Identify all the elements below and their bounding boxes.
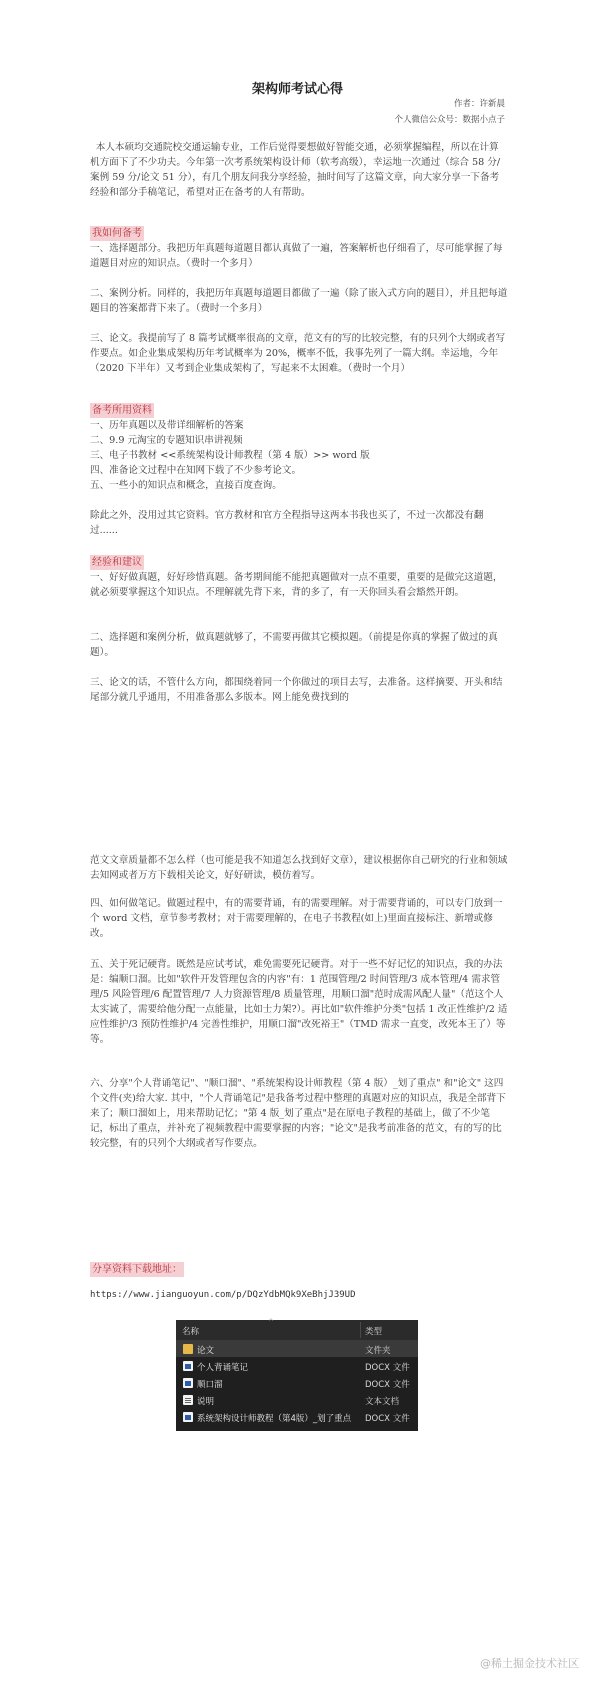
docx-file-icon <box>183 1412 193 1422</box>
file-row-notes[interactable] <box>176 1358 418 1374</box>
materials-item-5: 五、一些小的知识点和概念，直接百度查询。 <box>90 480 282 491</box>
explorer-header <box>176 1320 418 1341</box>
column-divider <box>360 1322 361 1338</box>
advice-item-4: 四、如何做笔记。做题过程中，有的需要背诵，有的需要理解。对于需要背诵的，可以专门放到一个 word 文档，章节参考教材；对于需要理解的，在电子书教程(如上)里面直接标注、新增或修改。 <box>90 898 503 939</box>
file-row-rhymes[interactable] <box>176 1375 418 1391</box>
file-type: DOCX 文件 <box>365 1414 410 1424</box>
docx-file-icon <box>183 1361 193 1371</box>
file-name: 顺口溜 <box>197 1380 223 1390</box>
intro-paragraph: 本人本硕均交通院校交通运输专业，工作后觉得要想做好智能交通，必须掌握编程，所以在计算机方面下了不少功夫。今年第一次考系统架构设计师（软考高级），幸运地一次通过（综合 58 分/案例 59 分/论文 51 分），有几个朋友问我分享经验，抽时间写了这篇文章，向大家分享一下备考经验和部分手稿笔记，希望对正在备考的人有帮助。 <box>90 142 501 198</box>
file-row-readme[interactable] <box>176 1392 418 1408</box>
file-name: 论文 <box>197 1346 215 1356</box>
materials-item-3: 三、电子书教材 <<系统架构设计师教程（第 4 版）>> word 版 <box>90 450 370 461</box>
prep-item-3: 三、论文。我提前写了 8 篇考试概率很高的文章，范文有的写的比较完整，有的只列个大纲或者写作要点。如企业集成架构历年考试概率为 20%，概率不低，我事先列了一篇大纲。幸运地，今年（2020 下半年）又考到企业集成架构了，写起来不太困难。（费时一个月） <box>90 333 506 374</box>
file-row-lunwen[interactable] <box>176 1341 418 1357</box>
section-heading-prep: 我如何备考 <box>92 228 142 239</box>
author-line: 作者：许新晨 <box>453 99 505 109</box>
prep-item-1: 一、选择题部分。我把历年真题每道题目都认真做了一遍，答案解析也仔细看了，尽可能掌握了每道题目对应的知识点。（费时一个多月） <box>90 243 503 269</box>
advice-item-1: 一、好好做真题，好好珍惜真题。备考期间能不能把真题做对一点不重要，重要的是做完这道题，就必须要掌握这个知识点。不理解就先背下来，背的多了，有一天你回头看会豁然开朗。 <box>90 572 503 598</box>
advice-item-3: 三、论文的话，不管什么方向，都围绕着同一个你做过的项目去写，去准备。这样摘要、开头和结尾部分就几乎通用，不用准备那么多版本。网上能免费找到的 <box>90 677 503 703</box>
file-name: 说明 <box>197 1397 215 1407</box>
download-url[interactable]: https://www.jianguoyun.com/p/DQzYdbMQk9XeBhjJ39UD <box>90 1290 356 1300</box>
materials-item-4: 四、准备论文过程中在知网下载了不少参考论文。 <box>90 465 302 476</box>
column-header-name[interactable]: 名称 <box>182 1327 200 1337</box>
watermark: @稀土掘金技术社区 <box>480 1657 579 1670</box>
column-header-type[interactable]: 类型 <box>365 1327 383 1337</box>
folder-icon <box>183 1344 193 1354</box>
advice-item-2: 二、选择题和案例分析，做真题就够了，不需要再做其它模拟题。（前提是你真的掌握了做过的真题）。 <box>90 632 498 658</box>
file-row-textbook[interactable] <box>176 1409 418 1425</box>
prep-item-2: 二、案例分析。同样的，我把历年真题每道题目都做了一遍（除了嵌入式方向的题目），并且把每道题目的答案都背下来了。（费时一个多月） <box>90 288 508 314</box>
section-heading-advice: 经验和建议 <box>92 557 142 568</box>
advice-item-3-continued: 范文文章质量都不怎么样（也可能是我不知道怎么找到好文章），建议根据你自己研究的行业和领域去知网或者万方下载相关论文，好好研读，模仿着写。 <box>90 855 508 881</box>
file-type: 文本文档 <box>365 1397 400 1407</box>
text-file-icon <box>183 1395 193 1405</box>
sort-indicator-icon: ^ <box>268 1318 274 1326</box>
file-name: 系统架构设计师教程（第4版）_划了重点 <box>197 1414 352 1424</box>
file-explorer <box>176 1320 418 1431</box>
wechat-line: 个人微信公众号：数据小点子 <box>394 115 505 125</box>
file-type: DOCX 文件 <box>365 1380 410 1390</box>
article-title: 架构师考试心得 <box>251 82 343 97</box>
section-heading-materials: 备考所用资料 <box>92 405 152 416</box>
section-heading-download: 分享资料下载地址： <box>92 1264 182 1275</box>
file-type: 文件夹 <box>365 1346 391 1356</box>
file-name: 个人背诵笔记 <box>197 1363 249 1373</box>
file-type: DOCX 文件 <box>365 1363 410 1373</box>
materials-note: 除此之外，没用过其它资料。官方教材和官方全程指导这两本书我也买了，不过一次都没有翻过...... <box>90 510 484 536</box>
docx-file-icon <box>183 1378 193 1388</box>
advice-item-5: 五、关于死记硬背。既然是应试考试，难免需要死记硬背。对于一些不好记忆的知识点，我的办法是：编顺口溜。比如"软件开发管理包含的内容"有：1 范围管理/2 时间管理/3 成本管理/4 需求管理/5 风险管理/6 配置管理/7 人力资源管理/8 质量管理，用顺口溜"范时成需风配人量"（范这个人太实诚了，需要给他分配一点能量，比如士力架?）。再比如"软件维护分类"包括 1 改正性维护/2 适应性维护/3 预防性维护/4 完善性维护，用顺口溜"改死裕王"（TMD 需求一直变，改死本王了）等等。 <box>90 959 508 1045</box>
advice-item-6: 六、分享"个人背诵笔记"、"顺口溜"、"系统架构设计师教程（第 4 版）_划了重点" 和"论文" 这四个文件(夹)给大家. 其中，"个人背诵笔记"是我备考过程中整理的真题对应的知识点，我是全部背下来了；顺口溜如上，用来帮助记忆；"第 4 版_划了重点"是在原电子教程的基础上，做了不少笔记，标出了重点，并补充了视频教程中需要掌握的内容；"论文"是我考前准备的范文，有的写的比较完整，有的只列个大纲或者写作要点。 <box>90 1078 506 1149</box>
materials-item-2: 二、9.9 元淘宝的专题知识串讲视频 <box>90 435 243 446</box>
materials-item-1: 一、历年真题以及带详细解析的答案 <box>90 420 244 431</box>
